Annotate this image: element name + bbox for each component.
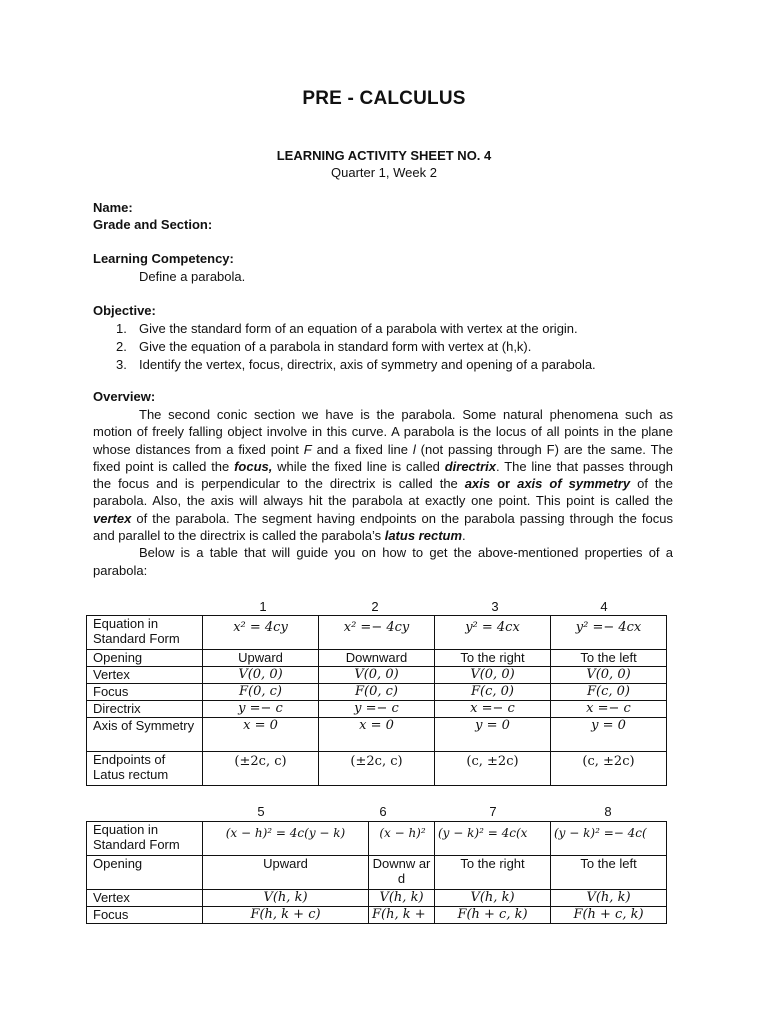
table-cell: V(h, k) bbox=[203, 890, 369, 907]
name-label: Name: bbox=[93, 200, 133, 215]
table-row bbox=[87, 616, 667, 650]
table-cell: (y − k)² = 4c(x bbox=[435, 822, 551, 856]
table-row bbox=[87, 667, 667, 684]
table-cell: (c, ±2c) bbox=[435, 752, 551, 786]
row-header: Endpoints of Latus rectum bbox=[87, 752, 203, 786]
table-row bbox=[87, 650, 667, 667]
table-cell: F(h, k + c) bbox=[203, 907, 369, 924]
competency-text: Define a parabola. bbox=[139, 269, 246, 284]
table-cell: x =− c bbox=[435, 701, 551, 718]
objective-item: 1. Give the standard form of an equation of a parabola with vertex at the origin. bbox=[116, 321, 578, 336]
table-cell: F(h + c, k) bbox=[435, 907, 551, 924]
table-cell: V(h, k) bbox=[435, 890, 551, 907]
table-cell: y = 0 bbox=[435, 718, 551, 752]
table-cell: F(0, c) bbox=[319, 684, 435, 701]
column-number: 8 bbox=[604, 804, 612, 819]
table-cell: F(0, c) bbox=[203, 684, 319, 701]
table-cell: x² = 4cy bbox=[203, 616, 319, 650]
table-cell: To the left bbox=[551, 650, 667, 667]
parabola-table-vertex-hk bbox=[86, 821, 667, 924]
sheet-subtitle: Quarter 1, Week 2 bbox=[331, 165, 437, 180]
table-row bbox=[87, 701, 667, 718]
table-cell: x = 0 bbox=[319, 718, 435, 752]
column-number: 6 bbox=[379, 804, 387, 819]
objective-list bbox=[116, 320, 596, 374]
table-cell: F(c, 0) bbox=[551, 684, 667, 701]
row-header: Opening bbox=[87, 650, 203, 667]
table-cell: F(h + c, k) bbox=[551, 907, 667, 924]
table-row bbox=[87, 890, 667, 907]
table-cell: x =− c bbox=[551, 701, 667, 718]
table-cell: y =− c bbox=[203, 701, 319, 718]
table-cell: y = 0 bbox=[551, 718, 667, 752]
table-cell: (x − h)² bbox=[369, 822, 435, 856]
table-cell: F(h, k + bbox=[369, 907, 435, 924]
table-row bbox=[87, 752, 667, 786]
table-cell: To the right bbox=[435, 856, 551, 890]
subject-title: PRE - CALCULUS bbox=[302, 88, 466, 109]
column-number: 4 bbox=[600, 599, 608, 614]
table-cell: x² =− 4cy bbox=[319, 616, 435, 650]
table-cell: Upward bbox=[203, 650, 319, 667]
parabola-table-origin bbox=[86, 615, 667, 786]
table-cell: V(0, 0) bbox=[551, 667, 667, 684]
grade-section-label: Grade and Section: bbox=[93, 217, 213, 232]
objective-item: 2. Give the equation of a parabola in standard form with vertex at (h,k). bbox=[116, 339, 532, 354]
table-cell: V(0, 0) bbox=[203, 667, 319, 684]
table-cell: y =− c bbox=[319, 701, 435, 718]
table-cell: V(0, 0) bbox=[319, 667, 435, 684]
table-cell: (y − k)² =− 4c( bbox=[551, 822, 667, 856]
table-cell: (x − h)² = 4c(y − k) bbox=[203, 822, 369, 856]
column-number: 2 bbox=[371, 599, 379, 614]
table-cell: (c, ±2c) bbox=[551, 752, 667, 786]
table-row bbox=[87, 856, 667, 890]
table-cell: To the left bbox=[551, 856, 667, 890]
row-header: Directrix bbox=[87, 701, 203, 718]
row-header: Opening bbox=[87, 856, 203, 890]
table-cell: V(h, k) bbox=[551, 890, 667, 907]
sheet-title: LEARNING ACTIVITY SHEET NO. 4 bbox=[276, 148, 492, 163]
column-number: 3 bbox=[491, 599, 499, 614]
table-cell: V(h, k) bbox=[369, 890, 435, 907]
row-header: Vertex bbox=[87, 667, 203, 684]
overview-paragraph-1: The second conic section we have is the parabola. Some natural phenomena such as motion of freely falling object involve in this curve. A parabola is the locus of all points in the plane whose distances from a fixed point F and a fixed line l (not passing through F) are the same. The fixed point is called the focus, while the fixed line is called directrix. The line that passes through the focus and is perpendicular to the directrix is called the axis or axis of symmetry of the parabola. Also, the axis will always hit the parabola at exactly one point. This point is called the vertex of the parabola. The segment having endpoints on the parabola passing through the focus and parallel to the directrix is called the parabola’s latus rectum. bbox=[93, 407, 674, 544]
overview-body bbox=[93, 406, 673, 579]
table-cell: V(0, 0) bbox=[435, 667, 551, 684]
table-cell: y² = 4cx bbox=[435, 616, 551, 650]
table-cell: To the right bbox=[435, 650, 551, 667]
overview-label: Overview: bbox=[93, 389, 156, 404]
objective-item: 3. Identify the vertex, focus, directrix, axis of symmetry and opening of a parabola. bbox=[116, 357, 596, 372]
objective-label: Objective: bbox=[93, 303, 156, 318]
table-cell: Upward bbox=[203, 856, 369, 890]
table-cell: (±2c, c) bbox=[319, 752, 435, 786]
row-header: Focus bbox=[87, 907, 203, 924]
table-cell: Downw ard bbox=[369, 856, 435, 890]
overview-paragraph-2: Below is a table that will guide you on how to get the above-mentioned properties of a parabola: bbox=[93, 545, 673, 578]
table-cell: (±2c, c) bbox=[203, 752, 319, 786]
table-row bbox=[87, 684, 667, 701]
row-header: Vertex bbox=[87, 890, 203, 907]
table-row bbox=[87, 822, 667, 856]
row-header: Axis of Symmetry bbox=[87, 718, 203, 752]
table-cell: F(c, 0) bbox=[435, 684, 551, 701]
column-number: 7 bbox=[489, 804, 497, 819]
row-header: Equation in Standard Form bbox=[87, 822, 203, 856]
row-header: Equation in Standard Form bbox=[87, 616, 203, 650]
table-row bbox=[87, 718, 667, 752]
column-number: 1 bbox=[259, 599, 267, 614]
column-number: 5 bbox=[257, 804, 265, 819]
table-cell: y² =− 4cx bbox=[551, 616, 667, 650]
competency-label: Learning Competency: bbox=[93, 251, 234, 266]
table-row bbox=[87, 907, 667, 924]
table-cell: x = 0 bbox=[203, 718, 319, 752]
row-header: Focus bbox=[87, 684, 203, 701]
table-cell: Downward bbox=[319, 650, 435, 667]
